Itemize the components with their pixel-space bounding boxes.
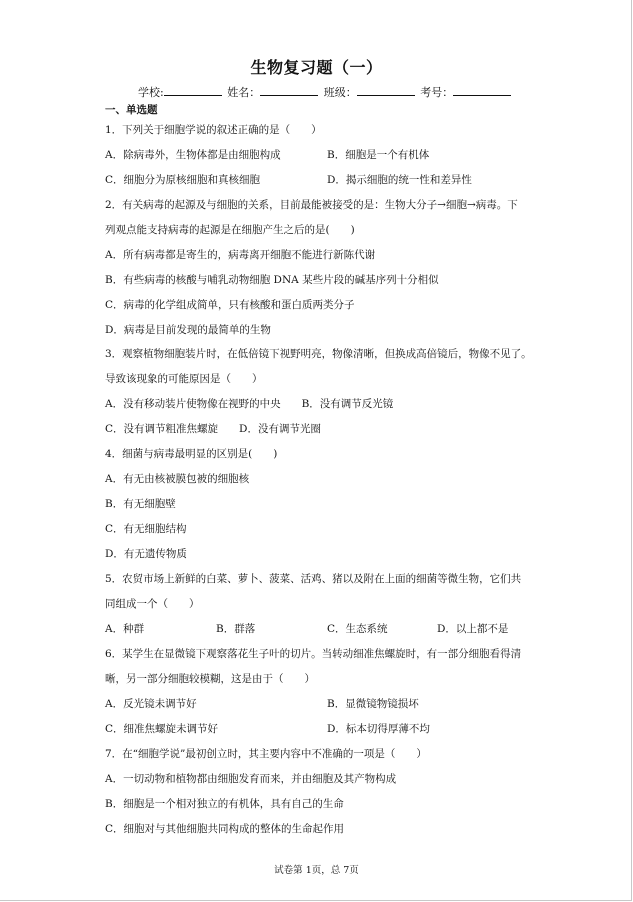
q5-option-d: D．以上都不是 — [437, 623, 509, 635]
q7-option-a: A．一切动物和植物都由细胞发育而来，并由细胞及其产物构成 — [105, 773, 397, 785]
q6-option-a: A．反光镜未调节好 — [105, 698, 197, 710]
q6-stem-line2: 晰，另一部分细胞较模糊，这是由于（ ） — [105, 673, 315, 685]
q4-stem: 4．细菌与病毒最明显的区别是( ) — [105, 448, 278, 460]
q1-option-b: B．细胞是一个有机体 — [327, 149, 430, 161]
name-blank[interactable] — [260, 86, 318, 96]
q4-option-c: C．有无细胞结构 — [105, 523, 187, 535]
q1-option-a: A．除病毒外，生物体都是由细胞构成 — [105, 149, 281, 161]
q6-option-b: B．显微镜物镜损坏 — [327, 698, 419, 710]
q4-option-b: B．有无细胞壁 — [105, 498, 176, 510]
q6-option-c: C．细准焦螺旋未调节好 — [105, 723, 219, 735]
q3-stem-line2: 导致该现象的可能原因是（ ） — [105, 373, 263, 385]
q6-stem-line1: 6．某学生在显微镜下观察落花生子叶的切片。当转动细准焦螺旋时，有一部分细胞看得清 — [105, 648, 522, 660]
class-label: 班级： — [323, 86, 357, 99]
page-footer: 试卷第 1页，总 7页 — [274, 865, 359, 876]
q2-stem-line2: 列观点能支持病毒的起源是在细胞产生之后的是( ) — [105, 224, 355, 236]
class-blank[interactable] — [357, 86, 415, 96]
school-blank[interactable] — [164, 86, 222, 96]
q1-option-d: D．揭示细胞的统一性和差异性 — [327, 174, 472, 186]
q7-stem: 7．在“细胞学说”最初创立时，其主要内容中不准确的一项是（ ） — [105, 748, 427, 760]
q3-options-cd: C．没有调节粗准焦螺旋 D．没有调节光圈 — [105, 423, 321, 435]
q3-stem-line1: 3．观察植物细胞装片时，在低倍镜下视野明亮，物像清晰，但换成高倍镜后，物像不见了。 — [105, 348, 532, 360]
q5-option-b: B．群落 — [216, 623, 256, 635]
number-blank[interactable] — [453, 86, 511, 96]
number-label: 考号： — [420, 86, 454, 99]
q5-stem-line1: 5．农贸市场上新鲜的白菜、萝卜、菠菜、活鸡、猪以及附在上面的细菌等微生物，它们共 — [105, 573, 522, 585]
q7-option-c: C．细胞对与其他细胞共同构成的整体的生命起作用 — [105, 823, 345, 835]
q2-option-d: D．病毒是目前发现的最简单的生物 — [105, 324, 271, 336]
q5-stem-line2: 同组成一个（ ） — [105, 598, 200, 610]
q2-stem-line1: 2．有关病毒的起源及与细胞的关系，目前最能被接受的是：生物大分子→细胞→病毒。下 — [105, 199, 518, 211]
q4-option-a: A．有无由核被膜包被的细胞核 — [105, 473, 250, 485]
q1-option-c: C．细胞分为原核细胞和真核细胞 — [105, 174, 261, 186]
q7-option-b: B．细胞是一个相对独立的有机体，具有自己的生命 — [105, 798, 344, 810]
q6-option-d: D．标本切得厚薄不均 — [327, 723, 430, 735]
q4-option-d: D．有无遗传物质 — [105, 548, 187, 560]
q2-option-c: C．病毒的化学组成简单，只有核酸和蛋白质两类分子 — [105, 299, 355, 311]
school-label: 学校: — [138, 86, 164, 99]
name-label: 姓名： — [227, 86, 261, 99]
page-title: 生物复习题（一） — [250, 58, 383, 77]
q5-option-a: A．种群 — [105, 623, 145, 635]
section-heading: 一、单选题 — [105, 104, 158, 116]
student-info-line — [138, 84, 513, 100]
q3-options-ab: A．没有移动装片使物像在视野的中央 B．没有调节反光镜 — [105, 398, 394, 410]
q1-stem: 1．下列关于细胞学说的叙述正确的是（ ） — [105, 124, 322, 136]
q2-option-a: A．所有病毒都是寄生的，病毒离开细胞不能进行新陈代谢 — [105, 249, 376, 261]
q2-option-b: B．有些病毒的核酸与哺乳动物细胞 DNA 某些片段的碱基序列十分相似 — [105, 274, 439, 286]
q5-option-c: C．生态系统 — [327, 623, 388, 635]
